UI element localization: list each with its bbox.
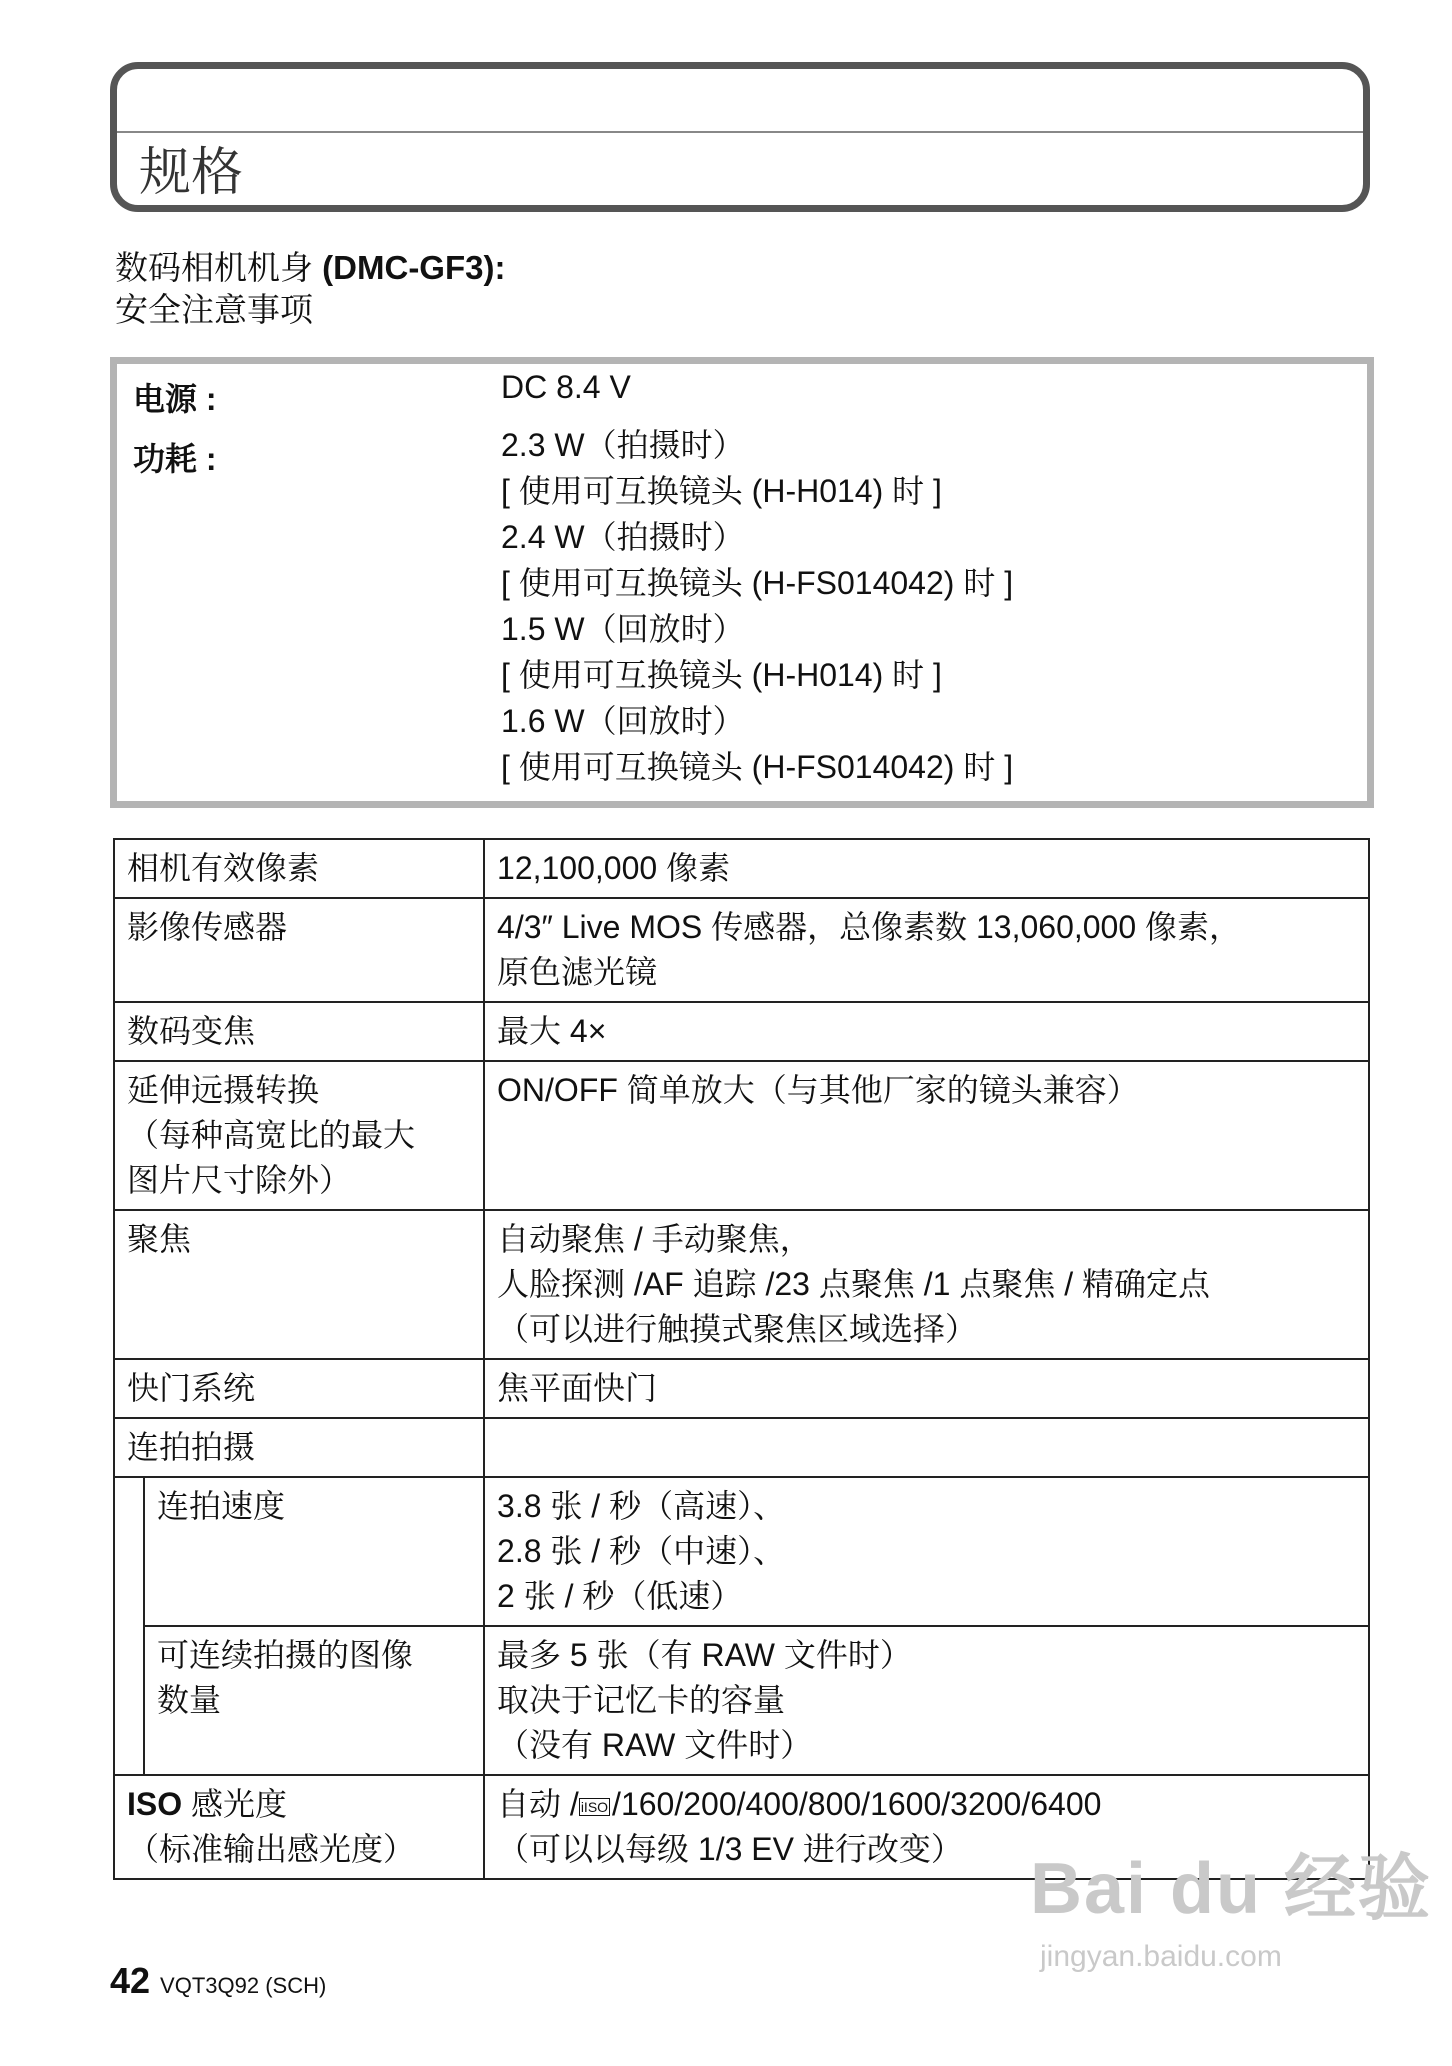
- iso-key-bold: ISO: [127, 1786, 183, 1822]
- table-row: [114, 1002, 1369, 1061]
- spec-value: 焦平面快门: [484, 1359, 1369, 1418]
- table-row: [114, 1359, 1369, 1418]
- spec-value: [484, 1626, 1369, 1775]
- burst-count-line: （没有 RAW 文件时）: [497, 1727, 813, 1763]
- iso-value-prefix: 自动 /: [497, 1786, 579, 1822]
- burst-count-key-line: 数量: [157, 1682, 222, 1718]
- focus-line: 人脸探测 /AF 追踪 /23 点聚焦 /1 点聚焦 / 精确定点: [497, 1266, 1210, 1302]
- burst-speed-line: 2 张 / 秒（低速）: [497, 1578, 743, 1614]
- power-source-label: 电源 :: [133, 381, 217, 417]
- intelligent-iso-icon: iISO: [580, 1798, 609, 1815]
- spec-key: 相机有效像素: [114, 839, 484, 898]
- burst-count-line: 取决于记忆卡的容量: [497, 1682, 786, 1718]
- safety-subheading: 安全注意事项: [115, 291, 313, 328]
- page-number: 42: [110, 1960, 151, 2001]
- consumption-line: 1.5 W（回放时）: [501, 611, 745, 647]
- table-row: [114, 1477, 1369, 1626]
- spec-value: [484, 1210, 1369, 1359]
- watermark-logo: Bai du 经验: [1030, 1849, 1433, 1929]
- spec-key: [114, 1061, 484, 1210]
- iso-key-line: [127, 1782, 471, 1827]
- consumption-line: [ 使用可互换镜头 (H-H014) 时 ]: [501, 473, 942, 509]
- table-row: [114, 1061, 1369, 1210]
- spec-table: [113, 838, 1370, 1880]
- title-rule: [117, 131, 1363, 133]
- burst-count-line: 最多 5 张（有 RAW 文件时）: [497, 1637, 912, 1673]
- spec-value: 12,100,000 像素: [484, 839, 1369, 898]
- footer: [110, 1960, 326, 2002]
- spec-key: [144, 1626, 484, 1775]
- consumption-line: [ 使用可互换镜头 (H-FS014042) 时 ]: [501, 749, 1014, 785]
- power-box: [110, 357, 1374, 808]
- table-row: [114, 1626, 1369, 1775]
- table-row: [114, 1210, 1369, 1359]
- ext-tele-key-line: （每种高宽比的最大: [127, 1117, 416, 1153]
- consumption-line: 2.4 W（拍摄时）: [501, 519, 745, 555]
- burst-count-key-line: 可连续拍摄的图像: [157, 1637, 414, 1673]
- power-source-value: DC 8.4 V: [501, 369, 631, 405]
- focus-line: 自动聚焦 / 手动聚焦，: [497, 1221, 812, 1257]
- power-consumption-label: 功耗 :: [133, 441, 217, 477]
- iso-key-line2: （标准输出感光度）: [127, 1831, 416, 1867]
- model-heading-prefix: 数码相机机身: [115, 249, 323, 286]
- indent-cell: [114, 1626, 144, 1775]
- consumption-line: [ 使用可互换镜头 (H-H014) 时 ]: [501, 657, 942, 693]
- table-row: [114, 1418, 1369, 1477]
- spec-key: 快门系统: [114, 1359, 484, 1418]
- spec-value: [484, 1418, 1369, 1477]
- document-code: VQT3Q92 (SCH): [160, 1973, 327, 1998]
- consumption-line: 1.6 W（回放时）: [501, 703, 745, 739]
- table-row: [114, 898, 1369, 1002]
- spec-key: 连拍速度: [144, 1477, 484, 1626]
- burst-speed-line: 2.8 张 / 秒（中速）、: [497, 1533, 786, 1569]
- indent-cell: [114, 1477, 144, 1626]
- spec-value: [484, 1477, 1369, 1626]
- spec-key: 数码变焦: [114, 1002, 484, 1061]
- spec-value: 最大 4×: [484, 1002, 1369, 1061]
- consumption-line: [ 使用可互换镜头 (H-FS014042) 时 ]: [501, 565, 1014, 601]
- power-consumption-values: [501, 422, 1013, 790]
- page-title: 规格: [139, 144, 244, 202]
- model-name: (DMC-GF3):: [322, 249, 506, 286]
- ext-tele-key-line: 延伸远摄转换: [127, 1072, 320, 1108]
- iso-value-line2: （可以以每级 1/3 EV 进行改变）: [497, 1831, 963, 1867]
- focus-line: （可以进行触摸式聚焦区域选择）: [497, 1311, 978, 1347]
- watermark: [1030, 1830, 1432, 1974]
- ext-tele-key-line: 图片尺寸除外）: [127, 1162, 352, 1198]
- sensor-line: 原色滤光镜: [497, 954, 658, 990]
- spec-value: ON/OFF 简单放大（与其他厂家的镜头兼容）: [484, 1061, 1369, 1210]
- title-box: [110, 62, 1370, 212]
- model-heading: [115, 248, 505, 288]
- iso-value-rest: /160/200/400/800/1600/3200/6400: [612, 1786, 1102, 1822]
- spec-key: 聚焦: [114, 1210, 484, 1359]
- spec-key: [114, 1775, 484, 1879]
- sensor-line: 4/3″ Live MOS 传感器，总像素数 13,060,000 像素，: [497, 909, 1242, 945]
- burst-speed-line: 3.8 张 / 秒（高速）、: [497, 1488, 786, 1524]
- watermark-url: jingyan.baidu.com: [1040, 1940, 1282, 1973]
- iso-value-line: [497, 1782, 1356, 1827]
- consumption-line: 2.3 W（拍摄时）: [501, 427, 745, 463]
- spec-key: 连拍拍摄: [114, 1418, 484, 1477]
- table-row: [114, 839, 1369, 898]
- spec-value: [484, 898, 1369, 1002]
- spec-key: 影像传感器: [114, 898, 484, 1002]
- iso-key-rest: 感光度: [182, 1786, 288, 1822]
